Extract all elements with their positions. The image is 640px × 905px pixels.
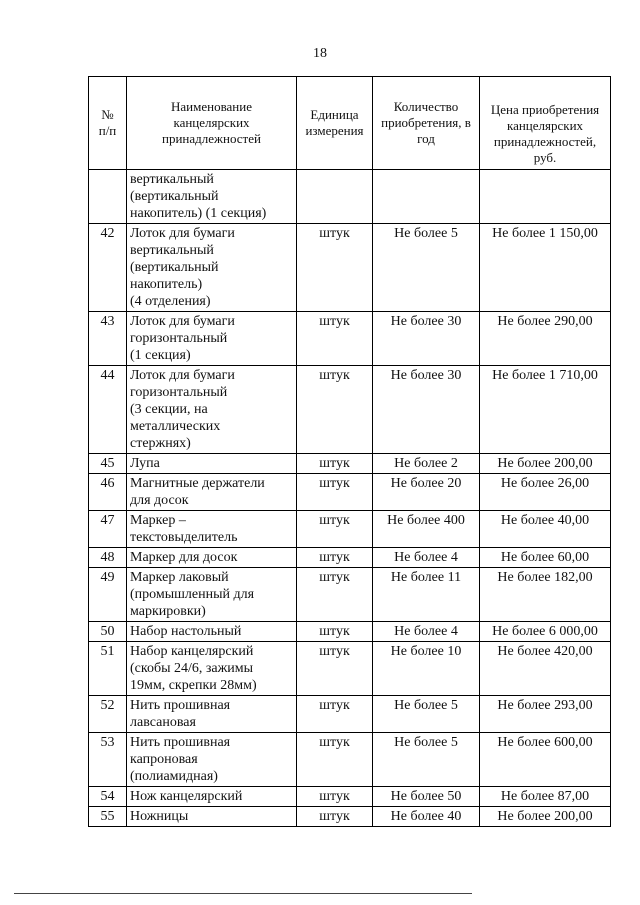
- header-qty: Количество приобретения, в год: [373, 77, 480, 170]
- cell-unit: штук: [297, 696, 373, 733]
- cell-name: Нить прошивная лавсановая: [127, 696, 297, 733]
- table-row: [89, 548, 611, 568]
- cell-price: Не более 1 710,00: [480, 366, 611, 454]
- cell-qty: Не более 30: [373, 312, 480, 366]
- cell-price: Не более 1 150,00: [480, 224, 611, 312]
- cell-price: Не более 600,00: [480, 733, 611, 787]
- cell-name: Лоток для бумаги вертикальный (вертикальный накопитель) (4 отделения): [127, 224, 297, 312]
- cell-price: Не более 6 000,00: [480, 622, 611, 642]
- cell-unit: штук: [297, 224, 373, 312]
- cell-qty: Не более 5: [373, 696, 480, 733]
- table-row: [89, 366, 611, 454]
- table-row: [89, 622, 611, 642]
- table-header-row: [89, 77, 611, 170]
- cell-name: Нож канцелярский: [127, 787, 297, 807]
- cell-qty: Не более 11: [373, 568, 480, 622]
- supplies-table: [88, 76, 611, 827]
- cell-name: Лупа: [127, 454, 297, 474]
- table-row: [89, 642, 611, 696]
- cell-name: Маркер для досок: [127, 548, 297, 568]
- cell-name: Маркер лаковый (промышленный для маркировки): [127, 568, 297, 622]
- table-row: [89, 312, 611, 366]
- header-name: Наименование канцелярских принадлежностей: [127, 77, 297, 170]
- cell-name: Ножницы: [127, 807, 297, 827]
- table-row: [89, 733, 611, 787]
- cell-unit: штук: [297, 366, 373, 454]
- table-row: [89, 454, 611, 474]
- cell-qty: Не более 2: [373, 454, 480, 474]
- cell-name: Лоток для бумаги горизонтальный (3 секции, на металлических стержнях): [127, 366, 297, 454]
- cell-qty: Не более 20: [373, 474, 480, 511]
- cell-num: 50: [89, 622, 127, 642]
- cell-unit: штук: [297, 733, 373, 787]
- cell-name: Лоток для бумаги горизонтальный (1 секция): [127, 312, 297, 366]
- cell-num: 52: [89, 696, 127, 733]
- table-body: [89, 170, 611, 827]
- cell-num: 53: [89, 733, 127, 787]
- table-row: [89, 511, 611, 548]
- cell-unit: штук: [297, 548, 373, 568]
- cell-unit: штук: [297, 312, 373, 366]
- cell-price: Не более 87,00: [480, 787, 611, 807]
- cell-num: 45: [89, 454, 127, 474]
- cell-price: Не более 40,00: [480, 511, 611, 548]
- cell-num: [89, 170, 127, 224]
- cell-unit: штук: [297, 787, 373, 807]
- cell-name: Нить прошивная капроновая (полиамидная): [127, 733, 297, 787]
- cell-num: 49: [89, 568, 127, 622]
- cell-num: 47: [89, 511, 127, 548]
- cell-unit: штук: [297, 642, 373, 696]
- page-number: 18: [313, 46, 327, 61]
- cell-qty: Не более 400: [373, 511, 480, 548]
- cell-qty: Не более 50: [373, 787, 480, 807]
- cell-qty: Не более 4: [373, 622, 480, 642]
- table-row: [89, 568, 611, 622]
- table-row: [89, 696, 611, 733]
- table-row: [89, 787, 611, 807]
- cell-qty: Не более 10: [373, 642, 480, 696]
- cell-num: 43: [89, 312, 127, 366]
- cell-qty: Не более 5: [373, 733, 480, 787]
- cell-qty: Не более 5: [373, 224, 480, 312]
- cell-price: Не более 200,00: [480, 807, 611, 827]
- cell-unit: штук: [297, 511, 373, 548]
- cell-price: Не более 60,00: [480, 548, 611, 568]
- cell-qty: [373, 170, 480, 224]
- cell-price: Не более 290,00: [480, 312, 611, 366]
- cell-name: Магнитные держатели для досок: [127, 474, 297, 511]
- cell-qty: Не более 4: [373, 548, 480, 568]
- cell-price: Не более 26,00: [480, 474, 611, 511]
- cell-price: Не более 293,00: [480, 696, 611, 733]
- cell-price: Не более 420,00: [480, 642, 611, 696]
- cell-name: вертикальный (вертикальный накопитель) (1 секция): [127, 170, 297, 224]
- cell-num: 54: [89, 787, 127, 807]
- cell-unit: штук: [297, 454, 373, 474]
- cell-name: Маркер – текстовыделитель: [127, 511, 297, 548]
- cell-qty: Не более 40: [373, 807, 480, 827]
- table-row: [89, 170, 611, 224]
- cell-unit: [297, 170, 373, 224]
- cell-num: 51: [89, 642, 127, 696]
- cell-unit: штук: [297, 568, 373, 622]
- cell-qty: Не более 30: [373, 366, 480, 454]
- cell-num: 44: [89, 366, 127, 454]
- header-unit: Единица измерения: [297, 77, 373, 170]
- cell-num: 55: [89, 807, 127, 827]
- cell-price: Не более 200,00: [480, 454, 611, 474]
- cell-unit: штук: [297, 807, 373, 827]
- table-row: [89, 807, 611, 827]
- header-num: № п/п: [89, 77, 127, 170]
- table-row: [89, 224, 611, 312]
- table-row: [89, 474, 611, 511]
- cell-price: Не более 182,00: [480, 568, 611, 622]
- cell-num: 42: [89, 224, 127, 312]
- cell-num: 46: [89, 474, 127, 511]
- cell-num: 48: [89, 548, 127, 568]
- cell-price: [480, 170, 611, 224]
- footer-divider: [14, 893, 472, 894]
- cell-unit: штук: [297, 622, 373, 642]
- cell-name: Набор настольный: [127, 622, 297, 642]
- cell-unit: штук: [297, 474, 373, 511]
- header-price: Цена приобретения канцелярских принадлежностей, руб.: [480, 77, 611, 170]
- cell-name: Набор канцелярский (скобы 24/6, зажимы 19мм, скрепки 28мм): [127, 642, 297, 696]
